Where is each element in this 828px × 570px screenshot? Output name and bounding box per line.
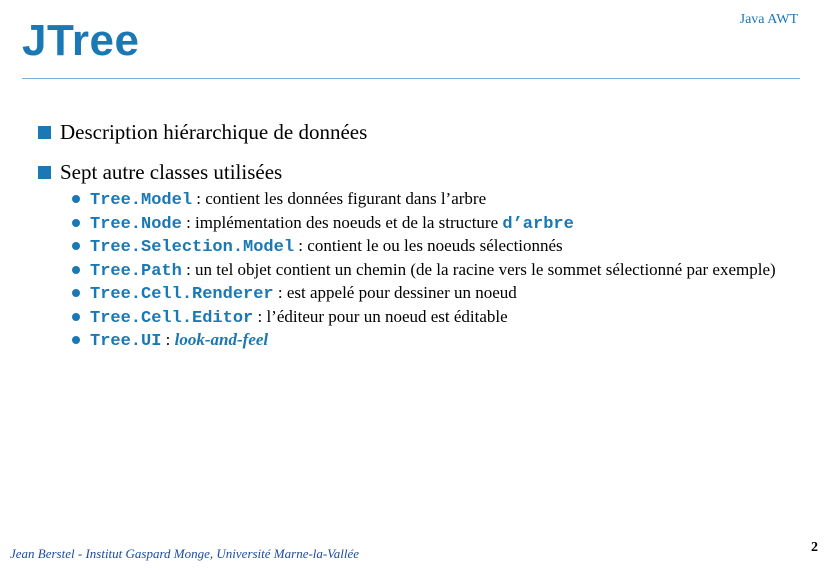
class-description: : xyxy=(161,330,175,349)
slide-title: JTree xyxy=(22,16,140,65)
round-bullet-icon xyxy=(72,219,80,227)
bullet-description xyxy=(38,119,367,145)
header-topic: Java AWT xyxy=(739,12,798,27)
class-description: : contient les données figurant dans l’arbre xyxy=(192,189,487,208)
title-divider xyxy=(22,78,800,79)
round-bullet-icon xyxy=(72,195,80,203)
bullet-classes xyxy=(38,159,282,185)
round-bullet-icon xyxy=(72,266,80,274)
class-description: : l’éditeur pour un noeud est éditable xyxy=(253,306,508,326)
list-item xyxy=(72,259,792,283)
class-description: : contient le ou les noeuds sélectionnés xyxy=(294,236,563,255)
square-bullet-icon xyxy=(38,166,51,179)
class-name: Tree.Selection.Model xyxy=(90,238,295,257)
square-bullet-icon xyxy=(38,126,51,139)
look-and-feel-text: look-and-feel xyxy=(174,330,269,349)
class-name: Tree.UI xyxy=(90,332,162,351)
bullet-text: Description hiérarchique de données xyxy=(60,120,368,144)
class-description: : implémentation des noeuds et de la structure xyxy=(181,212,503,232)
class-name: Tree.Cell.Renderer xyxy=(90,285,274,304)
page-number: 2 xyxy=(811,540,818,555)
list-item xyxy=(72,212,792,236)
list-item xyxy=(72,282,792,306)
class-name: Tree.Model xyxy=(90,191,193,210)
round-bullet-icon xyxy=(72,289,80,297)
footer-credit: Jean Berstel - Institut Gaspard Monge, Université Marne-la-Vallée xyxy=(10,546,359,561)
code-word: d’arbre xyxy=(502,214,574,234)
round-bullet-icon xyxy=(72,242,80,250)
round-bullet-icon xyxy=(72,313,80,321)
bullet-text: Sept autre classes utilisées xyxy=(60,160,283,184)
class-description: : un tel objet contient un chemin (de la racine vers le sommet sélectionné par exemple) xyxy=(181,259,776,279)
class-name: Tree.Path xyxy=(90,261,182,281)
list-item xyxy=(72,188,792,212)
class-name: Tree.Node xyxy=(90,214,182,234)
class-list xyxy=(72,188,792,353)
list-item xyxy=(72,329,792,353)
class-description: : est appelé pour dessiner un noeud xyxy=(273,283,517,302)
list-item xyxy=(72,306,792,330)
list-item xyxy=(72,235,792,259)
class-name: Tree.Cell.Editor xyxy=(90,308,254,328)
round-bullet-icon xyxy=(72,336,80,344)
